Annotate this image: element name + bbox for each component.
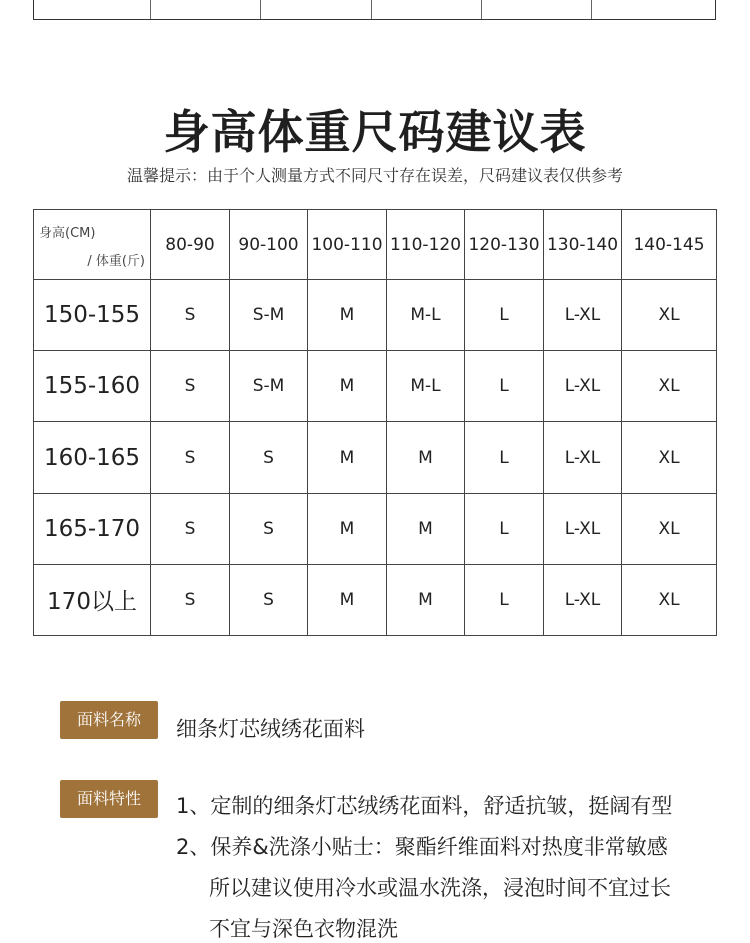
height-cell: 150-155 (34, 280, 151, 351)
size-cell: XL (622, 493, 717, 564)
fabric-features-tag: 面料特性 (60, 780, 158, 818)
table-divider (481, 0, 482, 19)
height-axis-label: 身高(CM) (39, 226, 96, 241)
size-cell: S (230, 422, 308, 493)
size-cell: XL (622, 351, 717, 422)
size-cell: L-XL (544, 280, 622, 351)
size-chart-table (33, 209, 717, 636)
size-chart-note: 温馨提示：由于个人测量方式不同尺寸存在误差，尺码建议表仅供参考 (126, 166, 623, 185)
table-divider (371, 0, 372, 19)
fabric-feature-line: 1、定制的细条灯芯绒绣花面料，舒适抗皱，挺阔有型 (176, 794, 673, 818)
size-cell: XL (622, 422, 717, 493)
table-corner-cell (34, 210, 151, 280)
size-cell: M (308, 564, 387, 635)
size-cell: L-XL (544, 422, 622, 493)
height-cell: 170以上 (34, 564, 151, 635)
size-cell: S (151, 422, 230, 493)
weight-header: 120-130 (465, 210, 544, 280)
size-cell: S (151, 280, 230, 351)
weight-header: 140-145 (622, 210, 717, 280)
previous-table-fragment (33, 0, 716, 20)
weight-header: 90-100 (230, 210, 308, 280)
height-cell: 155-160 (34, 351, 151, 422)
size-cell: L-XL (544, 351, 622, 422)
table-divider (150, 0, 151, 19)
weight-header: 130-140 (544, 210, 622, 280)
size-cell: L-XL (544, 564, 622, 635)
weight-header: 110-120 (387, 210, 465, 280)
fabric-feature-line: 不宜与深色衣物混洗 (209, 917, 398, 941)
size-cell: M (308, 422, 387, 493)
height-cell: 165-170 (34, 493, 151, 564)
size-cell: M (308, 351, 387, 422)
size-cell: L-XL (544, 493, 622, 564)
weight-header: 100-110 (308, 210, 387, 280)
height-cell: 160-165 (34, 422, 151, 493)
table-row (34, 351, 717, 422)
table-row (34, 564, 717, 635)
size-cell: XL (622, 564, 717, 635)
size-cell: L (465, 493, 544, 564)
size-cell: S (230, 493, 308, 564)
size-cell: L (465, 564, 544, 635)
table-divider (591, 0, 592, 19)
size-cell: M (308, 280, 387, 351)
size-cell: XL (622, 280, 717, 351)
size-cell: M (387, 493, 465, 564)
size-cell: S-M (230, 351, 308, 422)
table-row (34, 493, 717, 564)
weight-axis-label: / 体重(斤) (87, 254, 145, 270)
table-row (34, 280, 717, 351)
fabric-name-tag: 面料名称 (60, 701, 158, 739)
size-cell: S-M (230, 280, 308, 351)
size-cell: L (465, 280, 544, 351)
page-title: 身高体重尺码建议表 (163, 105, 587, 159)
fabric-feature-line: 所以建议使用冷水或温水洗涤，浸泡时间不宜过长 (209, 876, 671, 900)
fabric-name-value: 细条灯芯绒绣花面料 (176, 717, 365, 741)
size-cell: S (151, 351, 230, 422)
fabric-feature-line: 2、保养&洗涤小贴士：聚酯纤维面料对热度非常敏感 (176, 835, 668, 859)
size-cell: S (151, 564, 230, 635)
size-cell: S (230, 564, 308, 635)
size-cell: L (465, 351, 544, 422)
table-divider (260, 0, 261, 19)
size-cell: M (387, 564, 465, 635)
weight-header: 80-90 (151, 210, 230, 280)
table-row (34, 422, 717, 493)
size-cell: S (151, 493, 230, 564)
size-cell: M (387, 422, 465, 493)
table-header-row (34, 210, 717, 280)
size-cell: M-L (387, 280, 465, 351)
size-cell: M (308, 493, 387, 564)
size-cell: M-L (387, 351, 465, 422)
size-cell: L (465, 422, 544, 493)
